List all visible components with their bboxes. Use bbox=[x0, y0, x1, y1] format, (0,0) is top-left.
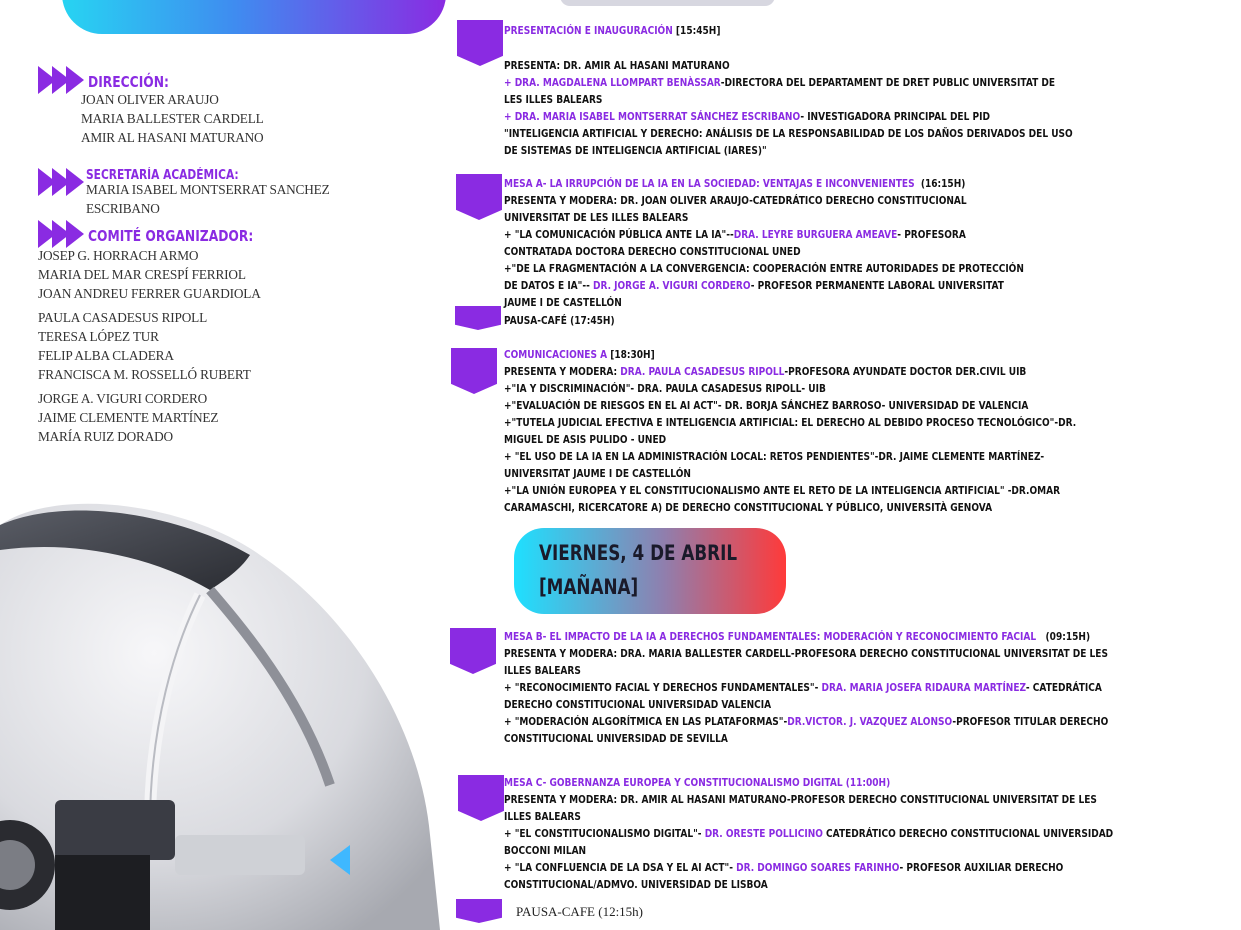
comite-title: COMITÉ ORGANIZADOR: bbox=[88, 227, 254, 245]
program-line: UNIVERSITAT DE LES ILLES BALEARS bbox=[504, 211, 689, 224]
speaker-name: DR. ORESTE POLLICINO bbox=[704, 827, 823, 840]
program-line: - PROFESOR PERMANENTE LABORAL UNIVERSITAT bbox=[750, 279, 1004, 292]
comite-name: TERESA LÓPEZ TUR bbox=[38, 330, 159, 345]
program-line: MIGUEL DE ASIS PULIDO - UNED bbox=[504, 433, 667, 446]
top-banner-pill-secondary bbox=[560, 0, 775, 6]
comite-name: MARÍA RUIZ DORADO bbox=[38, 430, 173, 445]
mesa-c-block bbox=[504, 774, 1114, 893]
program-line: PRESENTA Y MODERA: DRA. MARIA BALLESTER CARDELL-PROFESORA DERECHO CONSTITUCIONAL UNIVERSITAT DE LES bbox=[504, 647, 1108, 660]
session-time: [15:45H] bbox=[675, 24, 721, 37]
pausa-cafe-label: PAUSA-CAFÉ (17:45H) bbox=[504, 314, 615, 327]
presentacion-block bbox=[504, 22, 1114, 159]
triple-chevron-icon bbox=[38, 168, 80, 196]
speaker-name: DR. JORGE A. VIGURI CORDERO bbox=[592, 279, 751, 292]
speaker-name: + DRA. MARIA ISABEL MONTSERRAT SÁNCHEZ ESCRIBANO bbox=[504, 110, 801, 123]
pausa-cafe-block bbox=[504, 312, 1114, 329]
program-line: JAUME I DE CASTELLÓN bbox=[504, 296, 622, 309]
section-marker bbox=[456, 899, 502, 923]
section-marker bbox=[457, 20, 503, 66]
program-line: LES ILLES BALEARS bbox=[504, 93, 603, 106]
speaker-name: DRA. LEYRE BURGUERA AMEAVE bbox=[733, 228, 898, 241]
program-line: DERECHO CONSTITUCIONAL UNIVERSIDAD VALENCIA bbox=[504, 698, 772, 711]
direccion-title: DIRECCIÓN: bbox=[88, 73, 169, 91]
session-time: [18:30H] bbox=[610, 348, 655, 361]
section-marker bbox=[451, 348, 497, 394]
comite-name: JOSEP G. HORRACH ARMO bbox=[38, 249, 199, 264]
program-line: + "LA COMUNICACIÓN PÚBLICA ANTE LA IA"-- bbox=[504, 228, 734, 241]
session-title: MESA B- EL IMPACTO DE LA IA A DERECHOS FUNDAMENTALES: MODERACIÓN Y RECONOCIMIENTO FACIAL bbox=[504, 630, 1037, 643]
secretaria-name: MARIA ISABEL MONTSERRAT SANCHEZ bbox=[86, 183, 330, 198]
program-line: UNIVERSITAT JAUME I DE CASTELLÓN bbox=[504, 467, 691, 480]
program-line: DE DATOS E IA"-- bbox=[504, 279, 593, 292]
comite-section bbox=[38, 220, 290, 248]
comite-name: FELIP ALBA CLADERA bbox=[38, 349, 174, 364]
comite-name: FRANCISCA M. ROSSELLÓ RUBERT bbox=[38, 368, 251, 383]
pausa-cafe-label-2: PAUSA-CAFE (12:15h) bbox=[516, 904, 644, 919]
program-line: +"EVALUACIÓN DE RIESGOS EN EL AI ACT"- DR. BORJA SÁNCHEZ BARROSO- UNIVERSIDAD DE VALENCIA bbox=[504, 399, 1029, 412]
program-line: - PROFESORA bbox=[897, 228, 966, 241]
session-title: COMUNICACIONES A bbox=[504, 348, 608, 361]
session-title: MESA C- GOBERNANZA EUROPEA Y CONSTITUCIONALISMO DIGITAL (11:00H) bbox=[504, 776, 891, 789]
session-time: (09:15H) bbox=[1045, 630, 1091, 643]
comite-name: JORGE A. VIGURI CORDERO bbox=[38, 392, 208, 407]
program-line: "INTELIGENCIA ARTIFICIAL Y DERECHO: ANÁLISIS DE LA RESPONSABILIDAD DE LOS DAÑOS DERIVADOS DEL USO bbox=[504, 127, 1073, 140]
session-title: PRESENTACIÓN E INAUGURACIÓN bbox=[504, 24, 673, 37]
session-time: (16:15H) bbox=[920, 177, 966, 190]
day-banner bbox=[514, 528, 786, 614]
direccion-section bbox=[38, 66, 187, 94]
program-line: - PROFESOR AUXILIAR DERECHO bbox=[899, 861, 1064, 874]
program-line: PRESENTA Y MODERA: bbox=[504, 365, 621, 378]
program-line: PRESENTA Y MODERA: DR. JOAN OLIVER ARAUJO-CATEDRÁTICO DERECHO CONSTITUCIONAL bbox=[504, 194, 967, 207]
program-line: + "EL CONSTITUCIONALISMO DIGITAL"- bbox=[504, 827, 705, 840]
section-marker bbox=[450, 628, 496, 674]
program-line: CONSTITUCIONAL UNIVERSIDAD DE SEVILLA bbox=[504, 732, 728, 745]
program-line: -PROFESORA AYUNDATE DOCTOR DER.CIVIL UIB bbox=[784, 365, 1027, 378]
comite-names bbox=[38, 247, 272, 447]
comite-name: JAIME CLEMENTE MARTÍNEZ bbox=[38, 411, 219, 426]
secretaria-name: ESCRIBANO bbox=[86, 202, 160, 217]
speaker-name: DRA. MARIA JOSEFA RIDAURA MARTÍNEZ bbox=[821, 681, 1026, 694]
direccion-name: MARIA BALLESTER CARDELL bbox=[81, 112, 264, 127]
program-line: + "RECONOCIMIENTO FACIAL Y DERECHOS FUNDAMENTALES"- bbox=[504, 681, 822, 694]
program-line: - CATEDRÁTICA bbox=[1025, 681, 1102, 694]
program-line: + "EL USO DE LA IA EN LA ADMINISTRACIÓN LOCAL: RETOS PENDIENTES"-DR. JAIME CLEMENTE MARTÍNEZ- bbox=[504, 450, 1045, 463]
program-line: CONTRATADA DOCTORA DERECHO CONSTITUCIONAL UNED bbox=[504, 245, 801, 258]
direccion-name: JOAN OLIVER ARAUJO bbox=[81, 93, 219, 108]
direccion-name: AMIR AL HASANI MATURANO bbox=[81, 131, 264, 146]
section-marker bbox=[455, 306, 501, 330]
speaker-name: DR. DOMINGO SOARES FARINHO bbox=[736, 861, 900, 874]
program-line: CARAMASCHI, RICERCATORE A) DE DERECHO CONSTITUCIONAL Y PÚBLICO, UNIVERSITÀ GENOVA bbox=[504, 501, 993, 514]
day-period: [MAÑANA] bbox=[539, 575, 639, 599]
direccion-names bbox=[81, 91, 273, 148]
speaker-name: DR.VICTOR. J. VAZQUEZ ALONSO bbox=[787, 715, 953, 728]
secretaria-section bbox=[38, 168, 342, 219]
section-marker bbox=[458, 775, 504, 821]
program-line: PRESENTA: DR. AMIR AL HASANI MATURANO bbox=[504, 59, 730, 72]
program-line: PRESENTA Y MODERA: DR. AMIR AL HASANI MATURANO-PROFESOR DERECHO CONSTITUCIONAL UNIVERSITAT DE LES bbox=[504, 793, 1097, 806]
program-line: +"LA UNIÓN EUROPEA Y EL CONSTITUCIONALISMO ANTE EL RETO DE LA INTELIGENCIA ARTIFICIAL" -DR.OMAR bbox=[504, 484, 1061, 497]
program-line: + "LA CONFLUENCIA DE LA DSA Y EL AI ACT"- bbox=[504, 861, 737, 874]
mesa-b-block bbox=[504, 628, 1114, 747]
comite-name: PAULA CASADESUS RIPOLL bbox=[38, 311, 208, 326]
program-line: -PROFESOR TITULAR DERECHO bbox=[952, 715, 1109, 728]
comunicaciones-block bbox=[504, 346, 1114, 516]
program-line: ILLES BALEARS bbox=[504, 810, 581, 823]
section-marker bbox=[456, 174, 502, 220]
secretaria-title: SECRETARÍA ACADÉMICA: bbox=[86, 168, 239, 183]
program-line: +"IA Y DISCRIMINACIÓN"- DRA. PAULA CASADESUS RIPOLL- UIB bbox=[504, 382, 826, 395]
program-line: -DIRECTORA DEL DEPARTAMENT DE DRET PUBLIC UNIVERSITAT DE bbox=[720, 76, 1056, 89]
program-line: +"DE LA FRAGMENTACIÓN A LA CONVERGENCIA: COOPERACIÓN ENTRE AUTORIDADES DE PROTECCIÓN bbox=[504, 262, 1024, 275]
top-banner-pill bbox=[62, 0, 446, 34]
program-line: - INVESTIGADORA PRINCIPAL DEL PID bbox=[800, 110, 990, 123]
program-line: + "MODERACIÓN ALGORÍTMICA EN LAS PLATAFORMAS"- bbox=[504, 715, 788, 728]
program-line: +"TUTELA JUDICIAL EFECTIVA E INTELIGENCIA ARTIFICIAL: EL DERECHO AL DEBIDO PROCESO TECNOLÓGICO"-DR. bbox=[504, 416, 1077, 429]
mesa-a-block bbox=[504, 175, 1114, 311]
comite-name: MARIA DEL MAR CRESPÍ FERRIOL bbox=[38, 268, 246, 283]
speaker-name: + DRA. MAGDALENA LLOMPART BENÀSSAR bbox=[504, 76, 721, 89]
program-line: BOCCONI MILAN bbox=[504, 844, 587, 857]
robot-head-illustration bbox=[0, 495, 440, 930]
comite-name: JOAN ANDREU FERRER GUARDIOLA bbox=[38, 287, 261, 302]
program-line: CONSTITUCIONAL/ADMVO. UNIVERSIDAD DE LISBOA bbox=[504, 878, 768, 891]
triple-chevron-icon bbox=[38, 66, 80, 94]
speaker-name: DRA. PAULA CASADESUS RIPOLL bbox=[620, 365, 785, 378]
session-title: MESA A- LA IRRUPCIÓN DE LA IA EN LA SOCIEDAD: VENTAJAS E INCONVENIENTES bbox=[504, 177, 915, 190]
program-line: DE SISTEMAS DE INTELIGENCIA ARTIFICIAL (IARES)" bbox=[504, 144, 767, 157]
program-line: ILLES BALEARS bbox=[504, 664, 581, 677]
program-line: CATEDRÁTICO DERECHO CONSTITUCIONAL UNIVERSIDAD bbox=[822, 827, 1114, 840]
day-label: VIERNES, 4 DE ABRIL bbox=[539, 541, 738, 565]
triple-chevron-icon bbox=[38, 220, 80, 248]
